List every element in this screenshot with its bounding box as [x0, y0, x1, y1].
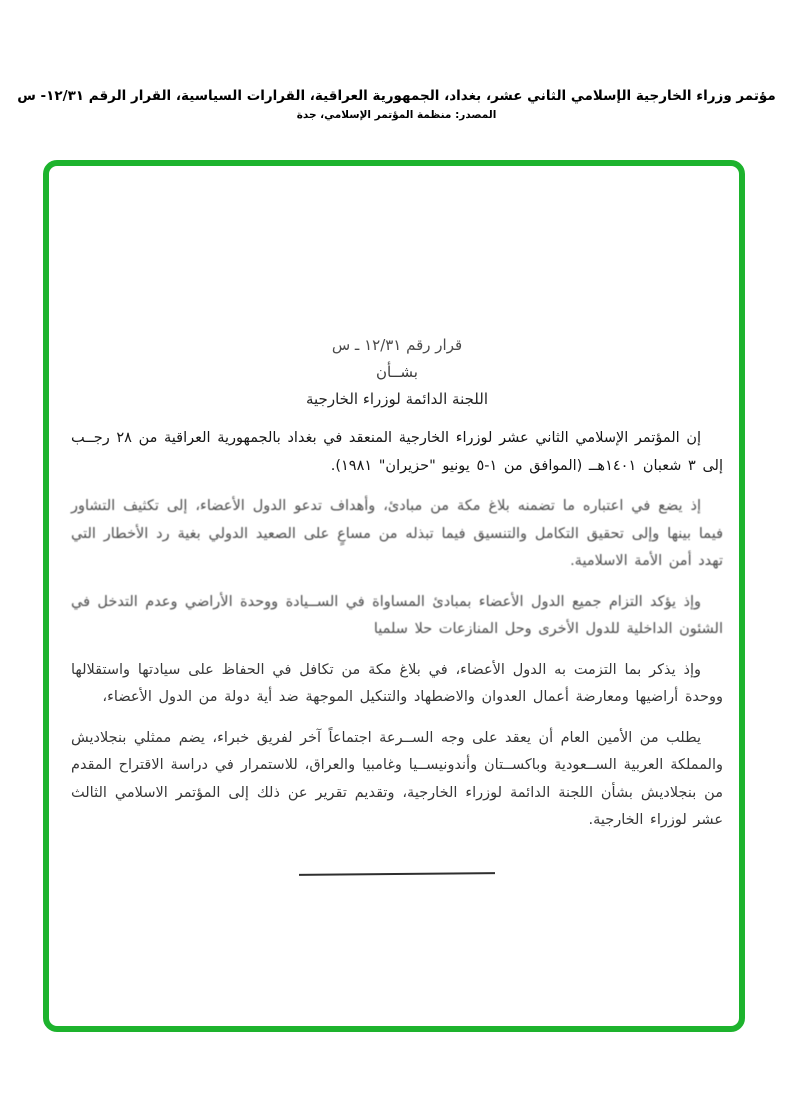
resolution-subject: اللجنة الدائمة لوزراء الخارجية [305, 390, 489, 408]
closing-rule [299, 872, 495, 876]
document-frame [43, 160, 745, 1032]
paragraph-recalling: وإذ يذكر بما التزمت به الدول الأعضاء، في بلاغ مكة من تكافل في الحفاظ على سيادتها واستقلالها ووحدة أراضيها ومعارضة أعمال العدوان والاضطهاد والتنكيل الموجهة ضد أية دولة من الدول الأعضاء، [71, 661, 723, 705]
paragraph-considering: إذ يضع في اعتباره ما تضمنه بلاغ مكة من مبادئ، وأهداف تدعو الدول الأعضاء، إلى تكثيف التشاور فيما بينها وإلى تحقيق التكامل والتنسيق فيما تبذله من مساعٍ على الصعيد الدولي بغية رد الأخطار التي تهدد أمن الأمة الاسلامية. [71, 498, 723, 569]
citation-header [0, 86, 793, 121]
resolution-number: قرار رقم ١٢/٣١ ـ س [331, 336, 463, 354]
paragraph-preamble: إن المؤتمر الإسلامي الثاني عشر لوزراء الخارجية المنعقد في بغداد بالجمهورية العراقية من ٢٨ رجــب إلى ٣ شعبان ١٤٠١هــ (الموافق من ١-٥ يونيو "حزيران" ١٩٨١). [71, 430, 723, 474]
paragraph-affirming: وإذ يؤكد التزام جميع الدول الأعضاء بمبادئ المساواة في الســيادة ووحدة الأراضي وعدم التدخل في الشئون الداخلية للدول الأخرى وحل المنازعات حلا سلميا [71, 593, 723, 637]
citation-source: المصدر: منظمة المؤتمر الإسلامي، جدة [296, 109, 497, 121]
citation-title: مؤتمر وزراء الخارجية الإسلامي الثاني عشر، بغداد، الجمهورية العراقية، القرارات السياسية، القرار الرقم ١٢/٣١- س [17, 88, 776, 104]
paragraph-requests: يطلب من الأمين العام أن يعقد على وجه الســرعة اجتماعاً آخر لفريق خبراء، يضم ممثلي بنجلاديش والمملكة العربية الســعودية وباكســتان وأندونيســيا وغامبيا والعراق، للاستمرار في دراسة الاقتراح المقدم من بنجلاديش بشأن اللجنة الدائمة لوزراء الخارجية، وتقديم تقرير عن ذلك إلى المؤتمر الاسلامي الثالث عشر لوزراء الخارجية. [71, 729, 723, 828]
scanned-document [49, 166, 739, 875]
resolution-subject-label: بشــأن [376, 363, 418, 381]
resolution-title-block [71, 332, 723, 413]
